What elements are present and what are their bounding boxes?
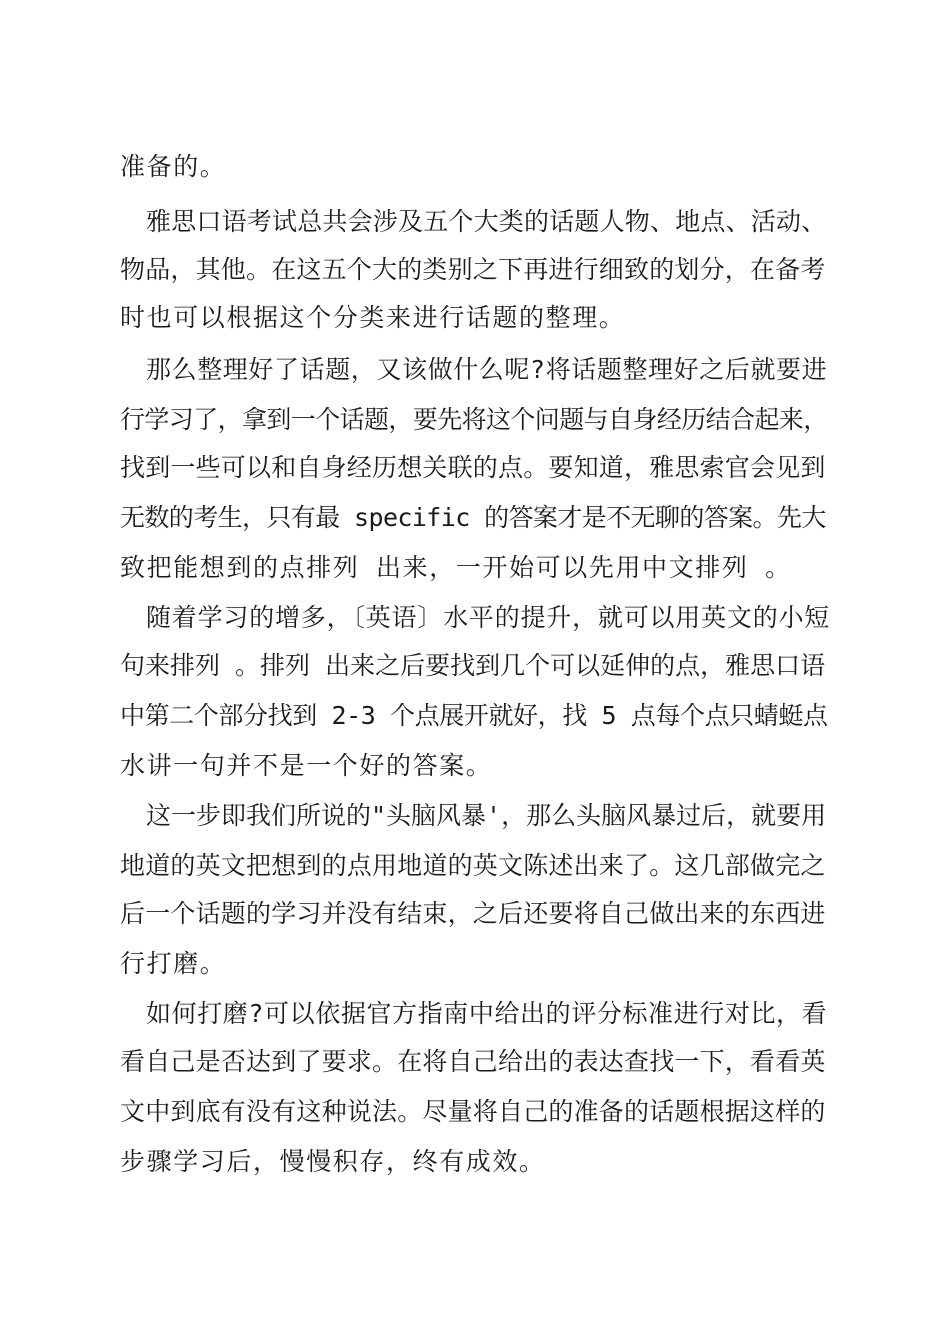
paragraph-2-line-3: 时也可以根据这个分类来进行话题的整理。 xyxy=(120,303,626,332)
paragraph-5-line-3: 后一个话题的学习并没有结束，之后还要将自己做出来的东西进 xyxy=(120,899,826,928)
paragraph-3-line-1: 那么整理好了话题，又该做什么呢?将话题整理好之后就要进 xyxy=(146,355,828,384)
paragraph-2-line-2: 物品，其他。在这五个大的类别之下再进行细致的划分，在备考 xyxy=(120,255,826,284)
paragraph-2-line-1: 雅思口语考试总共会涉及五个大类的话题人物、地点、活动、 xyxy=(146,207,827,236)
paragraph-4-line-4: 水讲一句并不是一个好的答案。 xyxy=(120,751,493,780)
paragraph-3-line-4: 无数的考生，只有最 specific 的答案才是不无聊的答案。先大 xyxy=(120,503,826,532)
paragraph-6-line-2: 看自己是否达到了要求。在将自己给出的表达查找一下，看看英 xyxy=(120,1047,826,1076)
paragraph-1-line-1: 准备的。 xyxy=(120,152,227,181)
paragraph-3-line-3: 找到一些可以和自身经历想关联的点。要知道，雅思索官会见到 xyxy=(120,453,826,482)
paragraph-5-line-4: 行打磨。 xyxy=(120,949,227,978)
paragraph-5-line-1: 这一步即我们所说的"头脑风暴'，那么头脑风暴过后，就要用 xyxy=(146,801,827,830)
paragraph-3-line-5: 致把能想到的点排列 出来，一开始可以先用中文排列 。 xyxy=(120,553,792,582)
paragraph-4-line-3: 中第二个部分找到 2-3 个点展开就好，找 5 点每个点只蜻蜓点 xyxy=(120,701,828,730)
paragraph-3-line-2: 行学习了，拿到一个话题，要先将这个问题与自身经历结合起来， xyxy=(120,405,828,434)
paragraph-4-line-2: 句来排列 。排列 出来之后要找到几个可以延伸的点，雅思口语 xyxy=(120,651,826,680)
paragraph-4-line-1: 随着学习的增多，〔英语〕水平的提升，就可以用英文的小短 xyxy=(146,603,831,632)
paragraph-6-line-4: 步骤学习后，慢慢积存，终有成效。 xyxy=(120,1147,546,1176)
paragraph-6-line-3: 文中到底有没有这种说法。尽量将自己的准备的话题根据这样的 xyxy=(120,1097,826,1126)
paragraph-6-line-1: 如何打磨?可以依据官方指南中给出的评分标准进行对比，看 xyxy=(146,999,828,1028)
paragraph-5-line-2: 地道的英文把想到的点用地道的英文陈述出来了。这几部做完之 xyxy=(120,851,826,880)
